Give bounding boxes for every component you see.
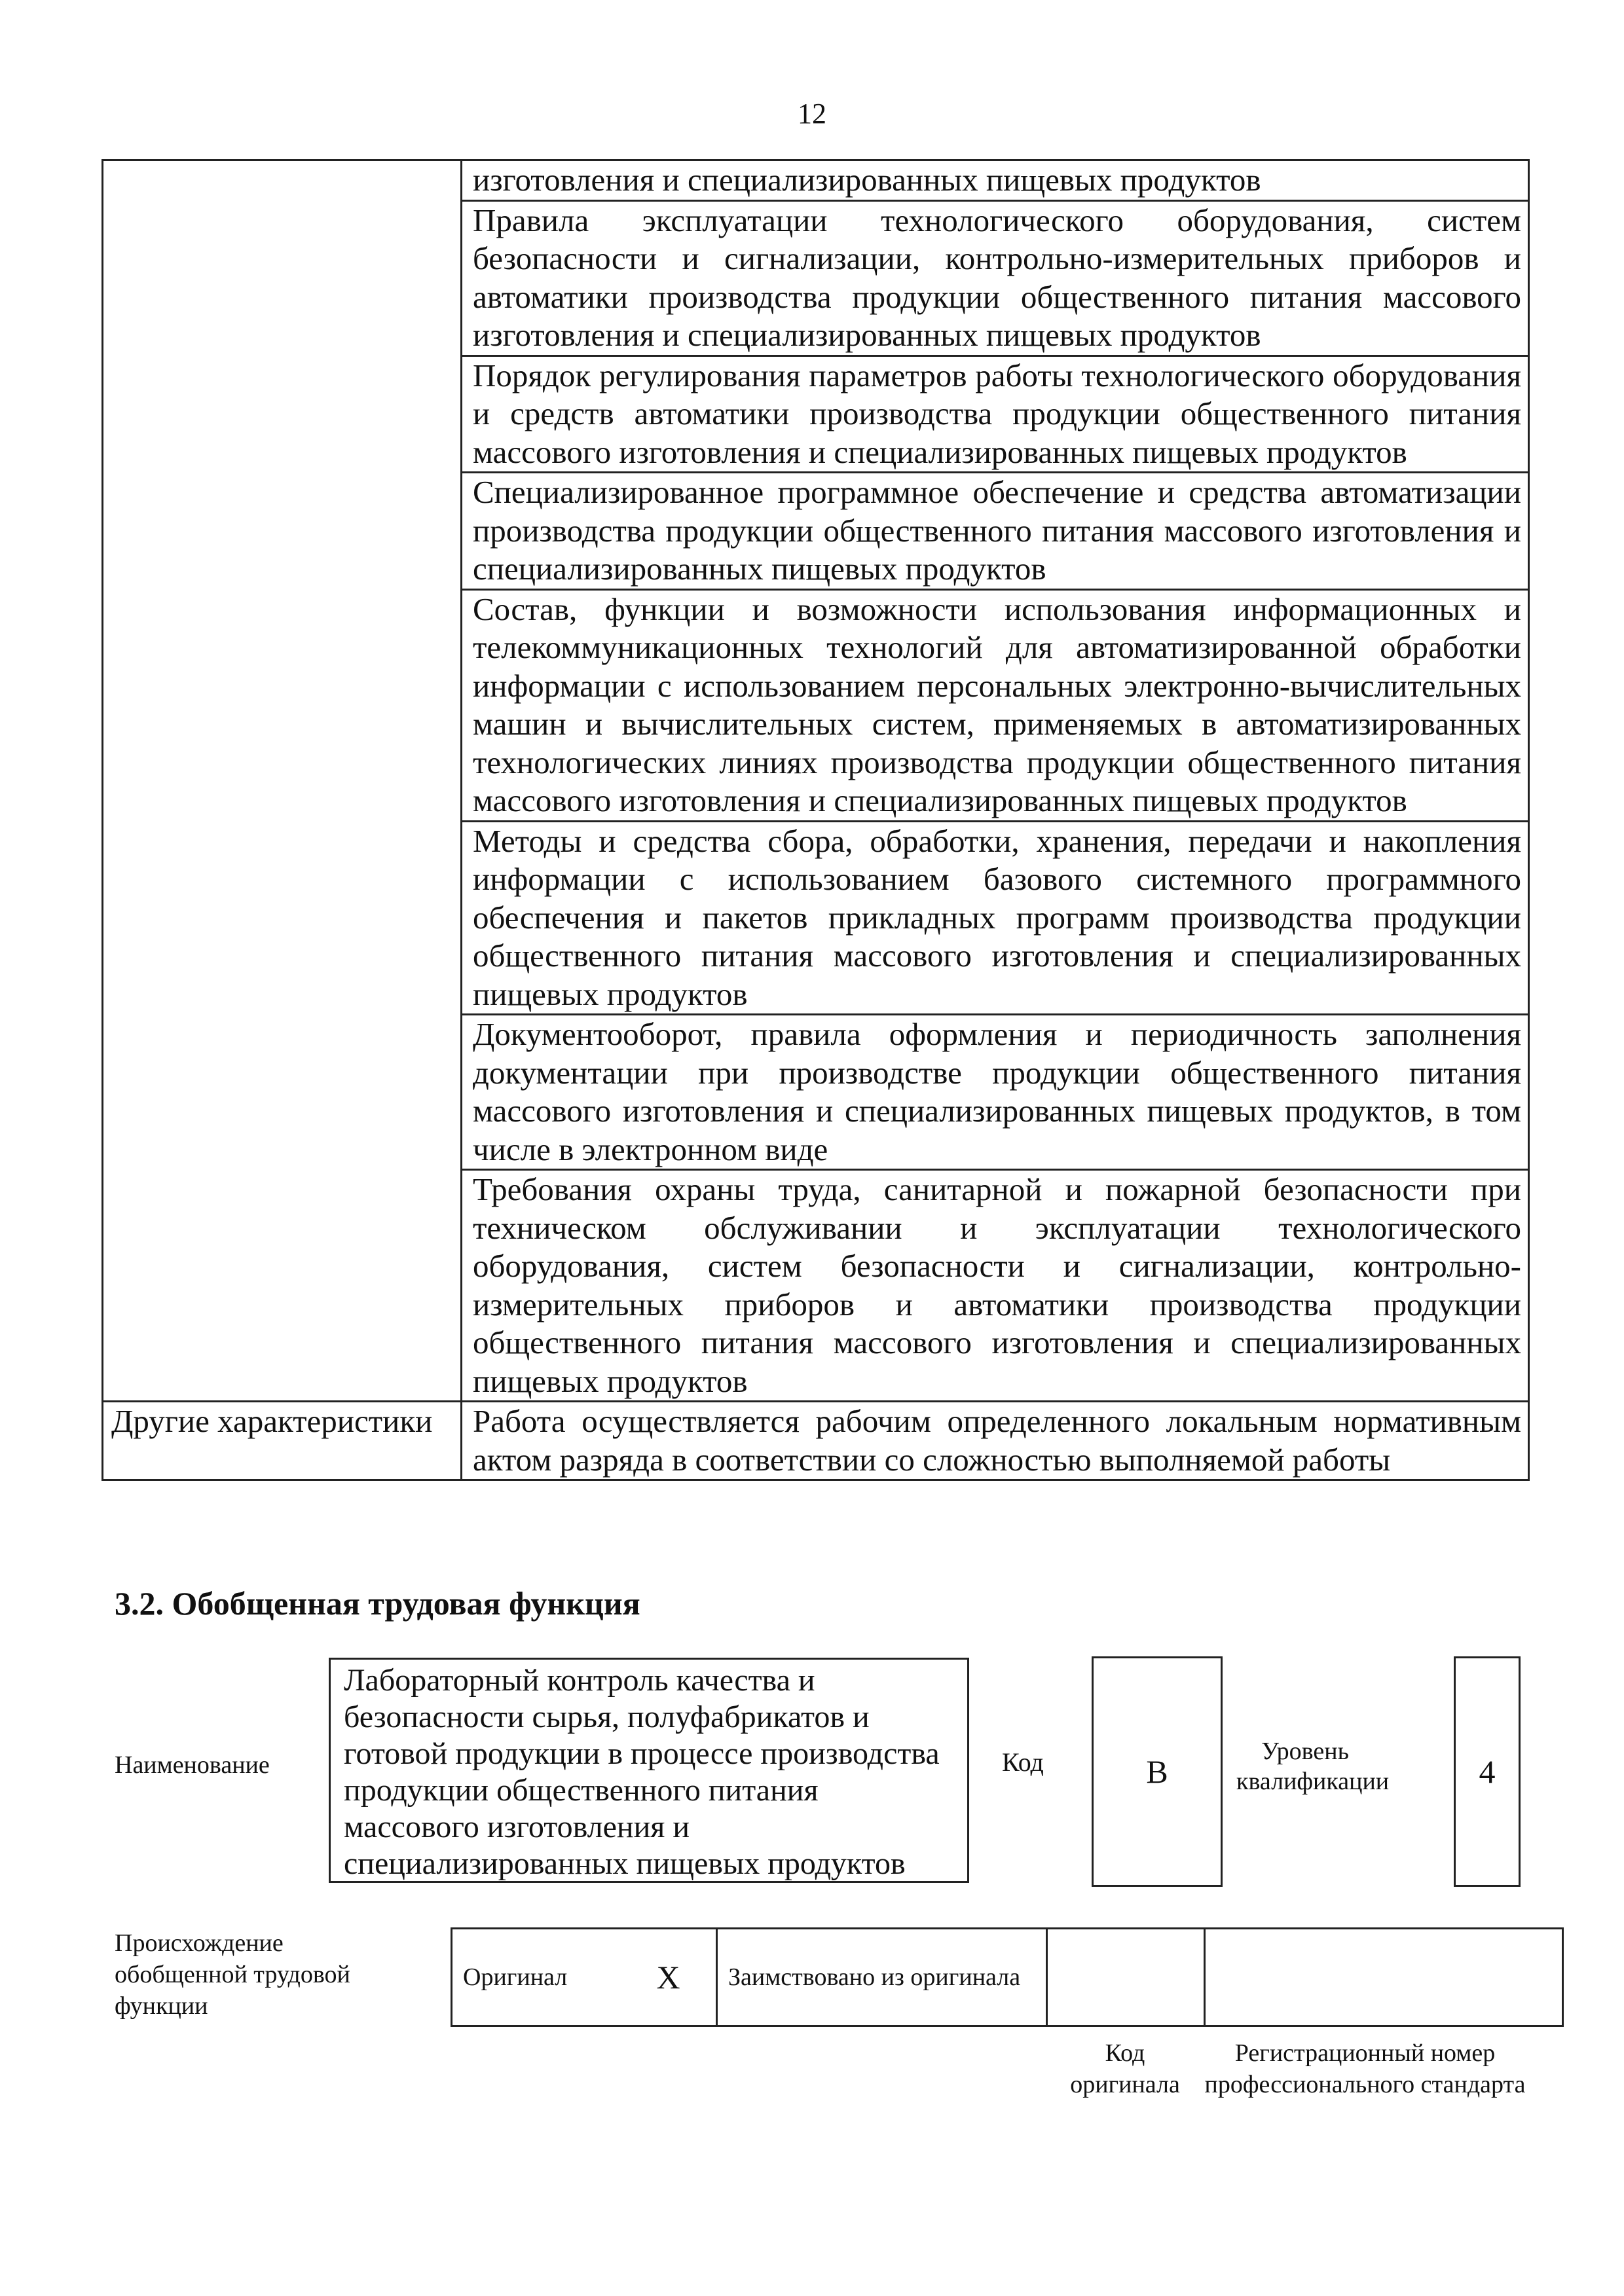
knowledge-table (101, 159, 1530, 1481)
origin-original-mark: X (621, 1929, 717, 2026)
other-characteristics-label: Другие характеристики (103, 1402, 462, 1480)
code-label: Код (1002, 1747, 1044, 1777)
origin-reg-number-cell (1205, 1929, 1563, 2026)
qualification-level-text: 4 (1479, 1753, 1496, 1790)
other-characteristics-text: Работа осуществляется рабочим определенного локальным нормативным актом разряда в соответствии со сложностью выполняемой работы (462, 1402, 1529, 1480)
table-row (103, 160, 1529, 201)
code-value-text: В (1146, 1753, 1168, 1790)
origin-borrowed-label: Заимствовано из оригинала (717, 1929, 1047, 2026)
origin-code-caption: Код оригинала (1070, 2039, 1180, 2098)
name-label: Наименование (115, 1751, 270, 1779)
knowledge-item: Правила эксплуатации технологического оборудования, систем безопасности и сигнализации, контрольно-измерительных приборов и автоматики производства продукции общественного питания массового изготовления и специализированных пищевых продуктов (462, 200, 1529, 355)
knowledge-item: Требования охраны труда, санитарной и пожарной безопасности при техническом обслуживании и эксплуатации технологического оборудования, систем безопасности и сигнализации, контрольно-измерительных приборов и автоматики производства продукции общественного питания массового изготовления и специализированных пищевых продуктов (462, 1170, 1529, 1402)
empty-label-cell (103, 160, 462, 1402)
qualification-level-label: Уровень квалификации (1236, 1738, 1390, 1795)
origin-original-label: Оригинал (452, 1929, 621, 2026)
origin-table (451, 1927, 1564, 2027)
table-row (103, 1402, 1529, 1480)
origin-code-cell (1047, 1929, 1205, 2026)
knowledge-item: Документооборот, правила оформления и периодичность заполнения документации при производстве продукции общественного питания массового изготовления и специализированных пищевых продуктов, в том числе в электронном виде (462, 1015, 1529, 1170)
qualification-level-value (1454, 1656, 1521, 1887)
knowledge-item: Специализированное программное обеспечение и средства автоматизации производства продукции общественного питания массового изготовления и специализированных пищевых продуктов (462, 473, 1529, 590)
table-row (452, 1929, 1563, 2026)
function-name-value: Лабораторный контроль качества и безопасности сырья, полуфабрикатов и готовой продукции в процессе производства продукции общественного питания массового изготовления и специализированных пищевых продуктов (329, 1658, 969, 1883)
knowledge-item: Порядок регулирования параметров работы технологического оборудования и средств автоматики производства продукции общественного питания массового изготовления и специализированных пищевых продуктов (462, 355, 1529, 473)
code-value (1092, 1656, 1223, 1887)
section-title: 3.2. Обобщенная трудовая функция (115, 1585, 640, 1622)
page-number: 12 (798, 98, 826, 130)
origin-label: Происхождение обобщенной трудовой функции (115, 1929, 350, 2020)
knowledge-item: Состав, функции и возможности использования информационных и телекоммуникационных технологий для автоматизированной обработки информации с использованием персональных электронно-вычислительных машин и вычислительных систем, применяемых в автоматизированных технологических линиях производства продукции общественного питания массового изготовления и специализированных пищевых продуктов (462, 589, 1529, 821)
knowledge-item: Методы и средства сбора, обработки, хранения, передачи и накопления информации с использованием базового системного программного обеспечения и пакетов прикладных программ производства продукции общественного питания массового изготовления и специализированных пищевых продуктов (462, 821, 1529, 1015)
knowledge-item: изготовления и специализированных пищевых продуктов (462, 160, 1529, 201)
origin-reg-caption: Регистрационный номер профессионального стандарта (1204, 2039, 1526, 2098)
